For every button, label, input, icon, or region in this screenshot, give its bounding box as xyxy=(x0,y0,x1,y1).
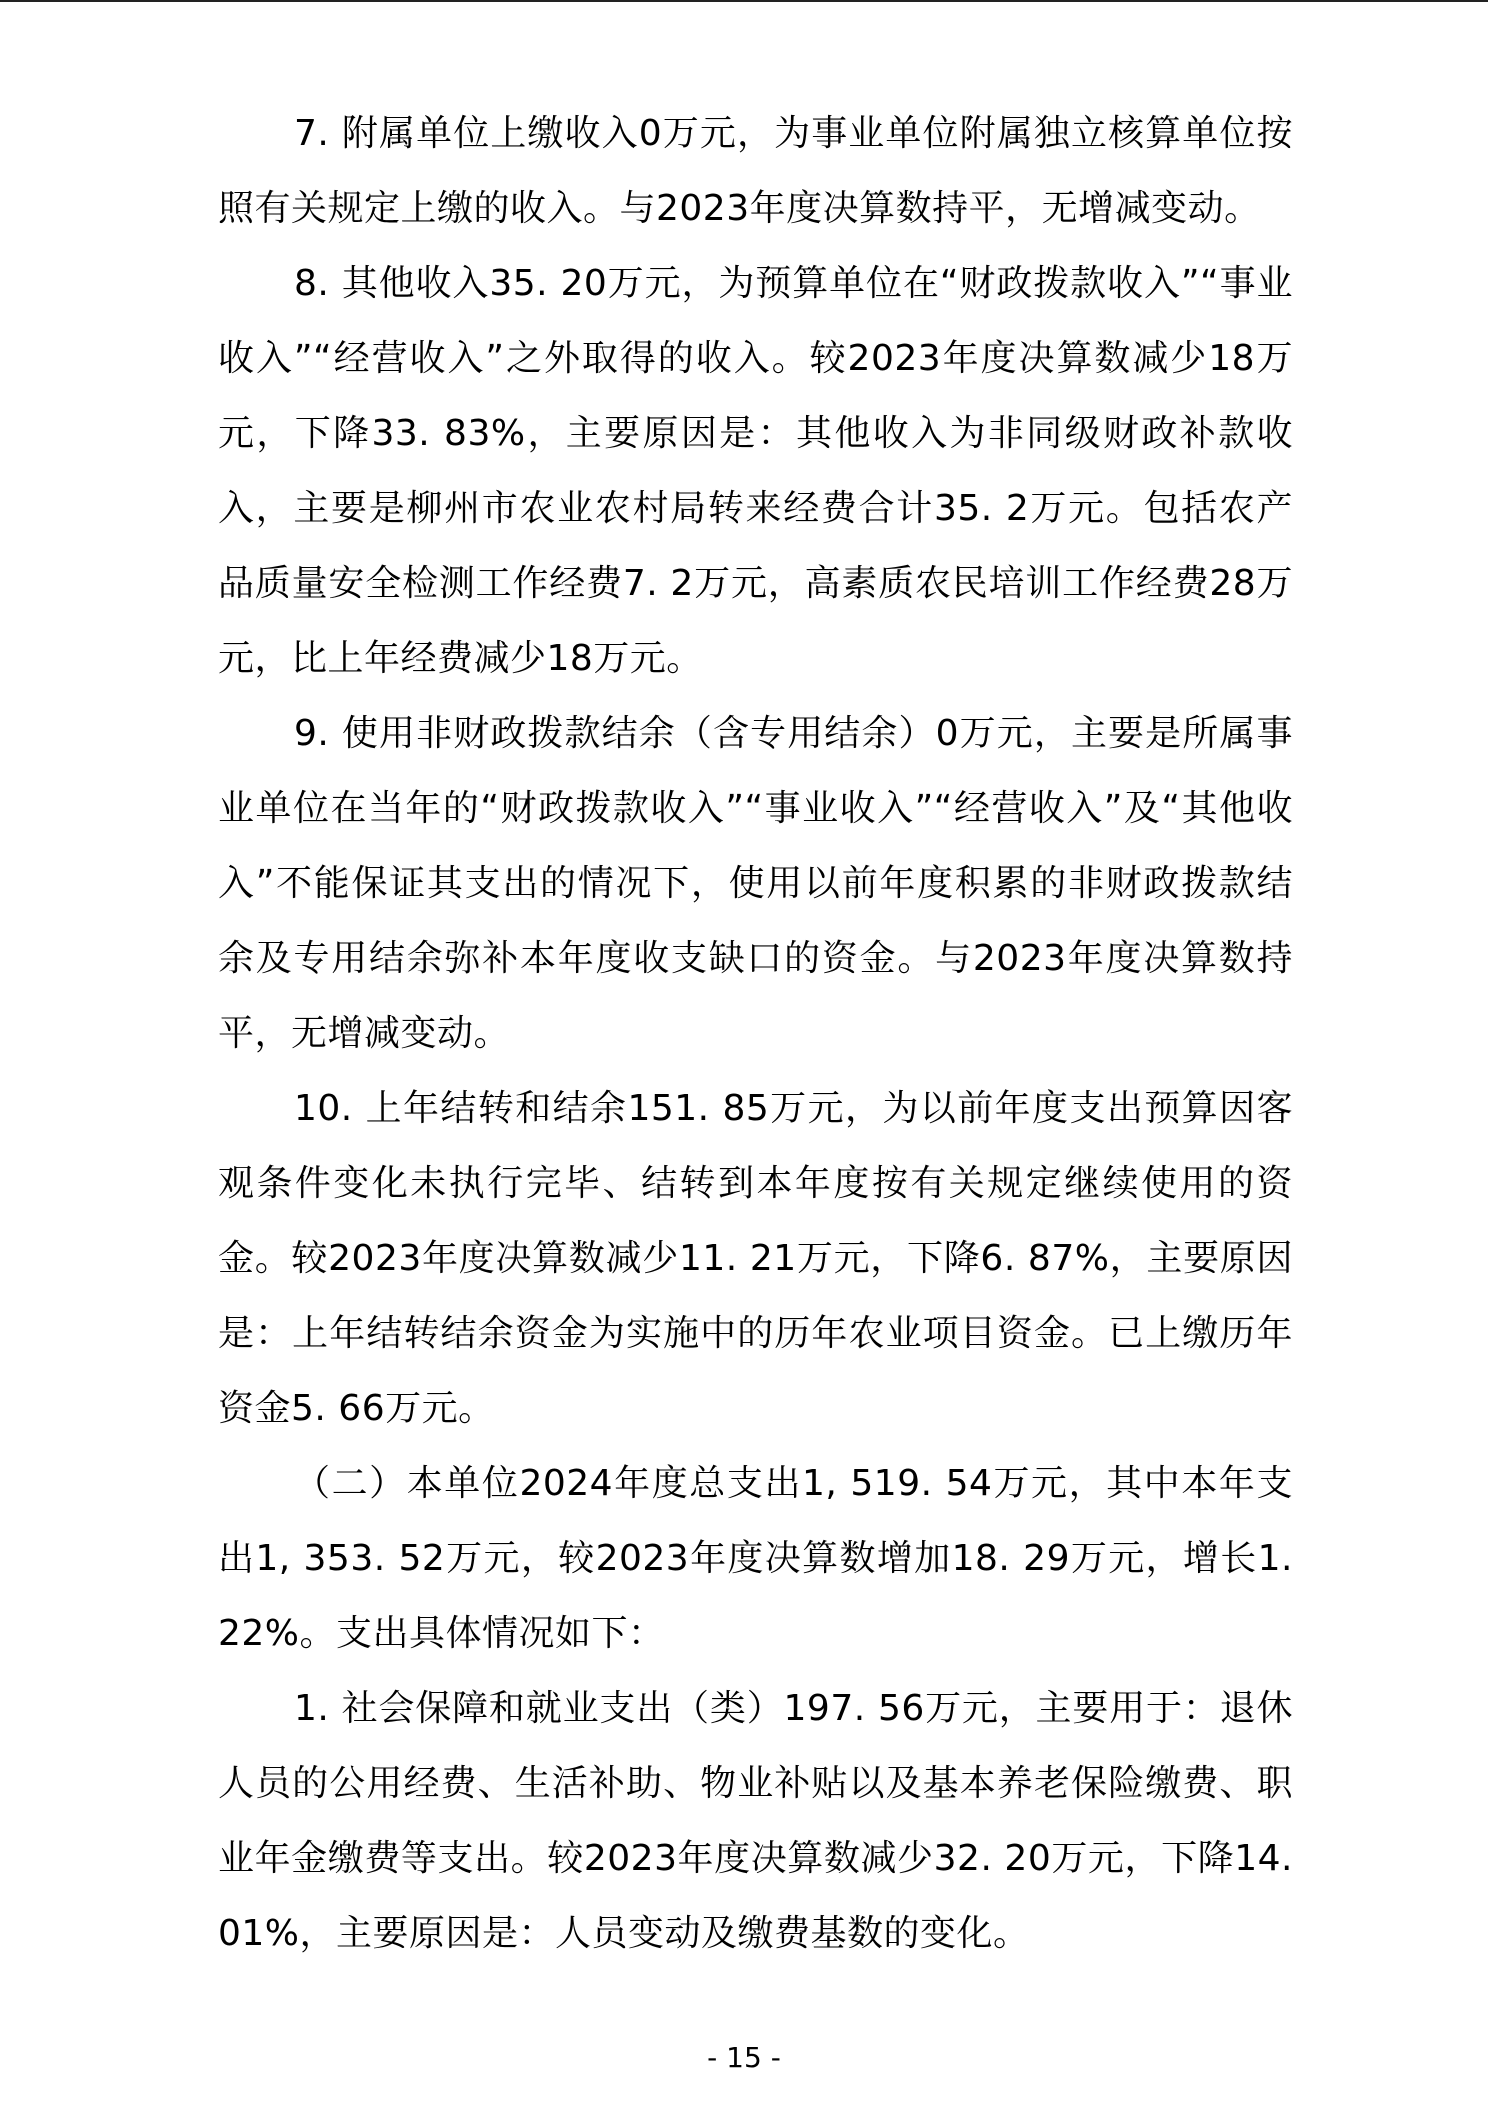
paragraph-social-security-expenditure: 1. 社会保障和就业支出（类）197. 56万元，主要用于：退休人员的公用经费、生活补助、物业补贴以及基本养老保险缴费、职业年金缴费等支出。较2023年度决算数减少32. 20万元，下降14. 01%，主要原因是：人员变动及缴费基数的变化。 xyxy=(218,1688,1293,1954)
paragraph-total-expenditure: （二）本单位2024年度总支出1, 519. 54万元，其中本年支出1, 353. 52万元，较2023年度决算数增加18. 29万元，增长1. 22%。支出具体情况如下： xyxy=(218,1463,1293,1654)
document-body xyxy=(218,96,1293,1971)
paragraph-other-income: 8. 其他收入35. 20万元，为预算单位在“财政拨款收入”“事业收入”“经营收入”之外取得的收入。较2023年度决算数减少18万元，下降33. 83%，主要原因是：其他收入为非同级财政补款收入，主要是柳州市农业农村局转来经费合计35. 2万元。包括农产品质量安全检测工作经费7. 2万元，高素质农民培训工作经费28万元，比上年经费减少18万元。 xyxy=(218,263,1293,679)
paragraph-prior-year-carryover: 10. 上年结转和结余151. 85万元，为以前年度支出预算因客观条件变化未执行完毕、结转到本年度按有关规定继续使用的资金。较2023年度决算数减少11. 21万元，下降6. 87%，主要原因是：上年结转结余资金为实施中的历年农业项目资金。已上缴历年资金5. 66万元。 xyxy=(218,1088,1293,1429)
page-top-border xyxy=(0,0,1488,2)
page-number: - 15 - xyxy=(707,2041,781,2074)
paragraph-affiliated-unit-income: 7. 附属单位上缴收入0万元，为事业单位附属独立核算单位按照有关规定上缴的收入。与2023年度决算数持平，无增减变动。 xyxy=(218,113,1293,229)
paragraph-non-fiscal-balance: 9. 使用非财政拨款结余（含专用结余）0万元，主要是所属事业单位在当年的“财政拨款收入”“事业收入”“经营收入”及“其他收入”不能保证其支出的情况下，使用以前年度积累的非财政拨款结余及专用结余弥补本年度收支缺口的资金。与2023年度决算数持平，无增减变动。 xyxy=(218,713,1293,1054)
